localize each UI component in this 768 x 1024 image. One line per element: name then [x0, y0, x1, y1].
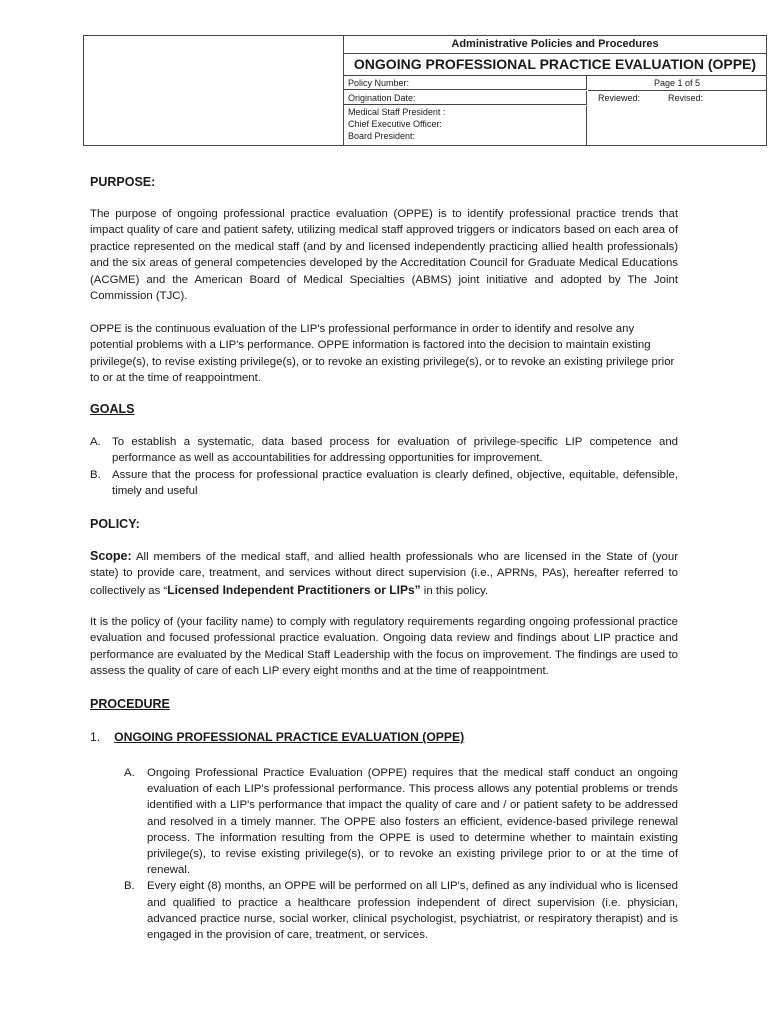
purpose-paragraph-1: The purpose of ongoing professional practice evaluation (OPPE) is to identify professional practice trends that impact quality of care and patient safety, utilizing medical staff approved triggers or indicators based on each area of practice represented on the medical staff (and by and licensed independently practicing allied health professionals) and the six areas of general competencies developed by the Accreditation Council for Graduate Medical Educations (ACGME) and the American Board of Medical Specialties (ABMS) joint initiative and adopted by The Joint Commission (TJC). — [90, 208, 678, 303]
policy-number-label: Policy Number: — [344, 76, 587, 90]
policy-heading: POLICY: — [90, 517, 140, 531]
origination-date-label: Origination Date: — [344, 91, 587, 105]
purpose-heading: PURPOSE: — [90, 175, 156, 189]
goal-text: Assure that the process for professional practice evaluation is clearly defined, objective, equitable, defensible, timely and useful — [112, 468, 678, 498]
procedure-item — [124, 765, 678, 878]
reviewed-label: Reviewed: — [598, 93, 641, 103]
scope-text-2: in this policy. — [420, 584, 489, 597]
logo-cell — [84, 36, 344, 145]
review-revise-cell — [588, 91, 766, 145]
goals-heading: GOALS — [90, 402, 135, 416]
goal-marker: B. — [90, 468, 101, 481]
goal-item — [90, 434, 678, 467]
page-indicator: Page 1 of 5 — [588, 76, 766, 91]
goal-marker: A. — [90, 436, 101, 448]
signers-cell — [344, 106, 587, 145]
procedure-text: Ongoing Professional Practice Evaluation (OPPE) requires that the medical staff conduct an ongoing evaluation of each LIP's professional performance. This process allows any potential problems or trends identified with a LIP's performance that impact the quality of care and / or patient safety to be addressed and resolved in a timely manner. The OPPE also fosters an efficient, evidence-based privilege renewal process. The information resulting from the OPPE is used to determine whether to maintain existing privilege(s), to revise existing privilege(s), or to revoke an existing privilege prior to or at the time of renewal. — [147, 767, 678, 877]
procedure-marker: B. — [124, 880, 135, 893]
signer-line: Chief Executive Officer: — [348, 119, 442, 129]
goal-text: To establish a systematic, data based process for evaluation of privilege-specific LIP competence and performance as well as accountabilities for addressing opportunities for improvement. — [112, 436, 678, 465]
policy-header-table — [83, 35, 767, 146]
signer-line: Medical Staff President : — [348, 107, 446, 117]
signer-line: Board President: — [348, 131, 416, 141]
section-number: 1. — [90, 730, 101, 744]
header-title-top: Administrative Policies and Procedures — [344, 36, 766, 54]
procedure-item — [124, 878, 678, 943]
section-title: ONGOING PROFESSIONAL PRACTICE EVALUATION (OPPE) — [114, 730, 465, 744]
purpose-paragraph-2: OPPE is the continuous evaluation of the LIP's professional performance in order to identify and resolve any potential problems with a LIP's performance. OPPE information is factored into the decision to maintain existing privilege(s), to revise existing privilege(s), or to revoke an existing privilege(s), or to revoke an existing privilege prior to or at the time of reappointment. — [90, 323, 675, 385]
header-title-main: ONGOING PROFESSIONAL PRACTICE EVALUATION (OPPE) — [344, 54, 766, 76]
procedure-items — [124, 765, 678, 943]
procedure-heading: PROCEDURE — [90, 697, 170, 711]
scope-paragraph — [90, 548, 678, 599]
scope-bold-term: Licensed Independent Practitioners or LIPs” — [167, 582, 421, 597]
scope-label: Scope: — [90, 549, 132, 563]
goal-item — [90, 467, 678, 500]
procedure-text: Every eight (8) months, an OPPE will be performed on all LIP's, defined as any individual who is licensed and qualified to practice a healthcare profession independent of direct supervision (i.e. physician, advanced practice nurse, social worker, clinical psychologist, psychiatrist, or respiratory therapist) and is engaged in the provision of care, treatment, or services. — [147, 880, 678, 942]
procedure-section-1 — [90, 730, 464, 744]
revised-label: Revised: — [668, 93, 704, 103]
goals-list — [90, 434, 678, 500]
procedure-marker: A. — [124, 767, 135, 779]
scope-text-1: All members of the medical staff, and allied health professionals who are licensed in the State of (your state) to provide care, treatment, and services without direct supervision (i.e., APRNs, PAs), hereafter referred to collectively as “ — [90, 551, 678, 597]
policy-paragraph-2: It is the policy of (your facility name) to comply with regulatory requirements regarding ongoing professional practice evaluation and focused professional practice evaluation. Ongoing data review and findings about LIP practice and performance are evaluated by the Medical Staff Leadership with the focus on improvement. The findings are used to assess the quality of care of each LIP every eight months and at the time of reappointment. — [90, 616, 678, 678]
